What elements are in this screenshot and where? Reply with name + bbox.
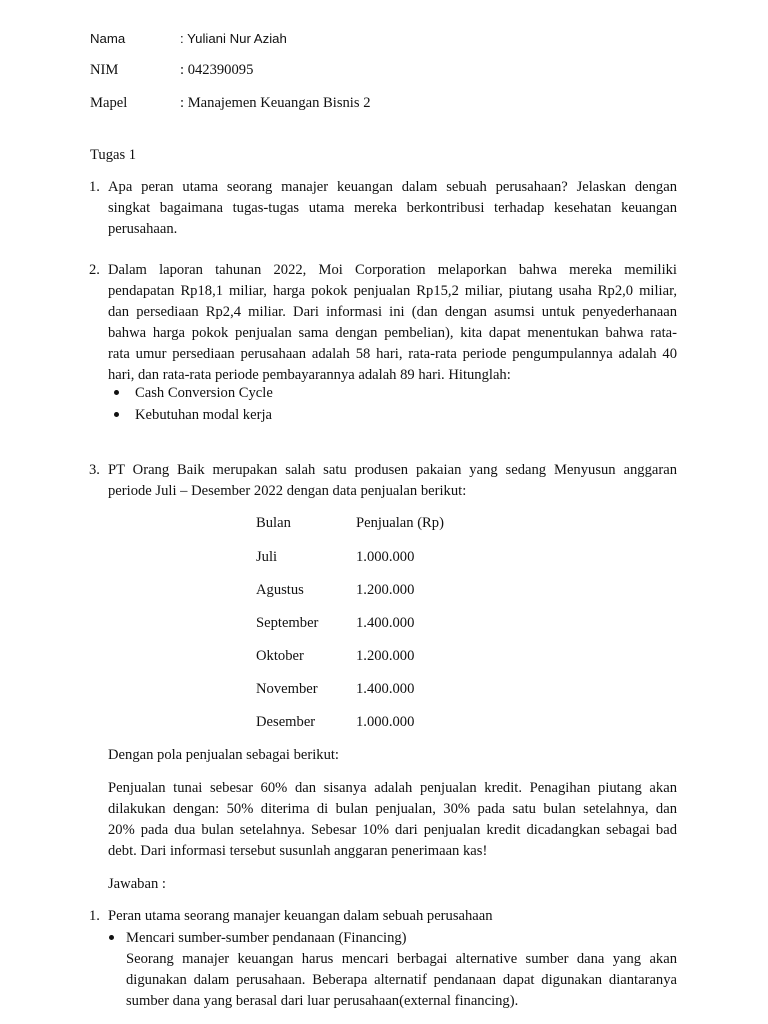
table-cell-amount: 1.200.000 <box>356 648 415 664</box>
question-2-line: hari, dan rata-rata periode pembayarannya adalah 89 hari. Hitunglah: <box>108 367 511 383</box>
answer-1-line: sumber dana yang berasal dari luar perusahaan(external financing). <box>126 993 519 1009</box>
question-2-line: Dalam laporan tahunan 2022, Moi Corporation melaporkan bahwa mereka memiliki <box>108 262 677 278</box>
question-1-line: singkat bagaimana tugas-tugas utama mereka berkontribusi terhadap kesehatan keuangan <box>108 200 677 216</box>
table-cell-month: November <box>256 681 318 697</box>
table-cell-amount: 1.400.000 <box>356 681 415 697</box>
answer-1-line: Seorang manajer keuangan harus mencari berbagai alternative sumber dana yang akan <box>126 951 677 967</box>
table-cell-amount: 1.000.000 <box>356 714 415 730</box>
table-cell-month: Desember <box>256 714 316 730</box>
nim-value: : 042390095 <box>180 62 254 78</box>
table-header-bulan: Bulan <box>256 515 291 531</box>
sales-pattern-line: 20% pada dua bulan setelahnya. Sebesar 10% dari penjualan kredit dicadangkan sebagai bad <box>108 822 677 838</box>
table-cell-amount: 1.200.000 <box>356 582 415 598</box>
question-2-bullet-ccc: Cash Conversion Cycle <box>135 385 273 401</box>
question-2-line: rata umur persediaan perusahaan adalah 58 hari, rata-rata periode pengumpulannya adalah 40 <box>108 346 677 362</box>
answer-1-bullet-text <box>126 949 677 1012</box>
question-3-number: 3. <box>89 462 100 478</box>
table-cell-month: Agustus <box>256 582 304 598</box>
question-1-number: 1. <box>89 179 100 195</box>
question-2-line: pendapatan Rp18,1 miliar, harga pokok penjualan Rp15,2 miliar, piutang usaha Rp2,0 miliar, <box>108 283 677 299</box>
question-3-text <box>108 460 677 502</box>
nim-label: NIM <box>90 62 119 78</box>
bullet-dot-icon <box>114 412 119 417</box>
sales-pattern-text <box>108 778 677 862</box>
table-cell-amount: 1.400.000 <box>356 615 415 631</box>
answer-1-line: digunakan dalam perusahaan. Beberapa alternatif pendanaan dapat digunakan diantaranya <box>126 972 677 988</box>
sales-pattern-line: Penjualan tunai sebesar 60% dan sisanya adalah penjualan kredit. Penagihan piutang akan <box>108 780 677 796</box>
sales-pattern-line: dilakukan dengan: 50% diterima di bulan penjualan, 30% pada satu bulan setelahnya, dan <box>108 801 677 817</box>
nama-value: : Yuliani Nur Aziah <box>180 31 287 46</box>
sales-pattern-intro: Dengan pola penjualan sebagai berikut: <box>108 747 339 763</box>
mapel-label: Mapel <box>90 95 128 111</box>
question-2-line: bahwa harga pokok penjualan sama dengan pembelian), kita dapat menentukan bahwa rata- <box>108 325 677 341</box>
question-1-line: Apa peran utama seorang manajer keuangan dalam sebuah perusahaan? Jelaskan dengan <box>108 179 677 195</box>
assignment-title: Tugas 1 <box>90 147 137 163</box>
bullet-dot-icon <box>114 390 119 395</box>
question-1-line: perusahaan. <box>108 221 178 237</box>
question-1-text <box>108 177 677 240</box>
bullet-dot-icon <box>109 935 114 940</box>
question-2-text <box>108 260 677 386</box>
answer-1-bullet-title: Mencari sumber-sumber pendanaan (Financing) <box>126 930 407 946</box>
mapel-value: : Manajemen Keuangan Bisnis 2 <box>180 95 371 111</box>
question-2-line: dan persediaan Rp2,4 miliar. Dari informasi ini (dan dengan asumsi untuk penyederhanaan <box>108 304 677 320</box>
question-2-bullet-working-capital: Kebutuhan modal kerja <box>135 407 272 423</box>
table-header-penjualan: Penjualan (Rp) <box>356 515 444 531</box>
table-cell-month: September <box>256 615 319 631</box>
table-cell-amount: 1.000.000 <box>356 549 415 565</box>
sales-pattern-line: debt. Dari informasi tersebut susunlah anggaran penerimaan kas! <box>108 843 488 859</box>
question-3-line: PT Orang Baik merupakan salah satu produsen pakaian yang sedang Menyusun anggaran <box>108 462 677 478</box>
table-cell-month: Juli <box>256 549 278 565</box>
question-2-number: 2. <box>89 262 100 278</box>
table-cell-month: Oktober <box>256 648 304 664</box>
answer-label: Jawaban : <box>108 876 166 892</box>
question-3-line: periode Juli – Desember 2022 dengan data penjualan berikut: <box>108 483 467 499</box>
answer-1-title: Peran utama seorang manajer keuangan dalam sebuah perusahaan <box>108 908 493 924</box>
nama-label: Nama <box>90 31 126 46</box>
answer-1-number: 1. <box>89 908 100 924</box>
